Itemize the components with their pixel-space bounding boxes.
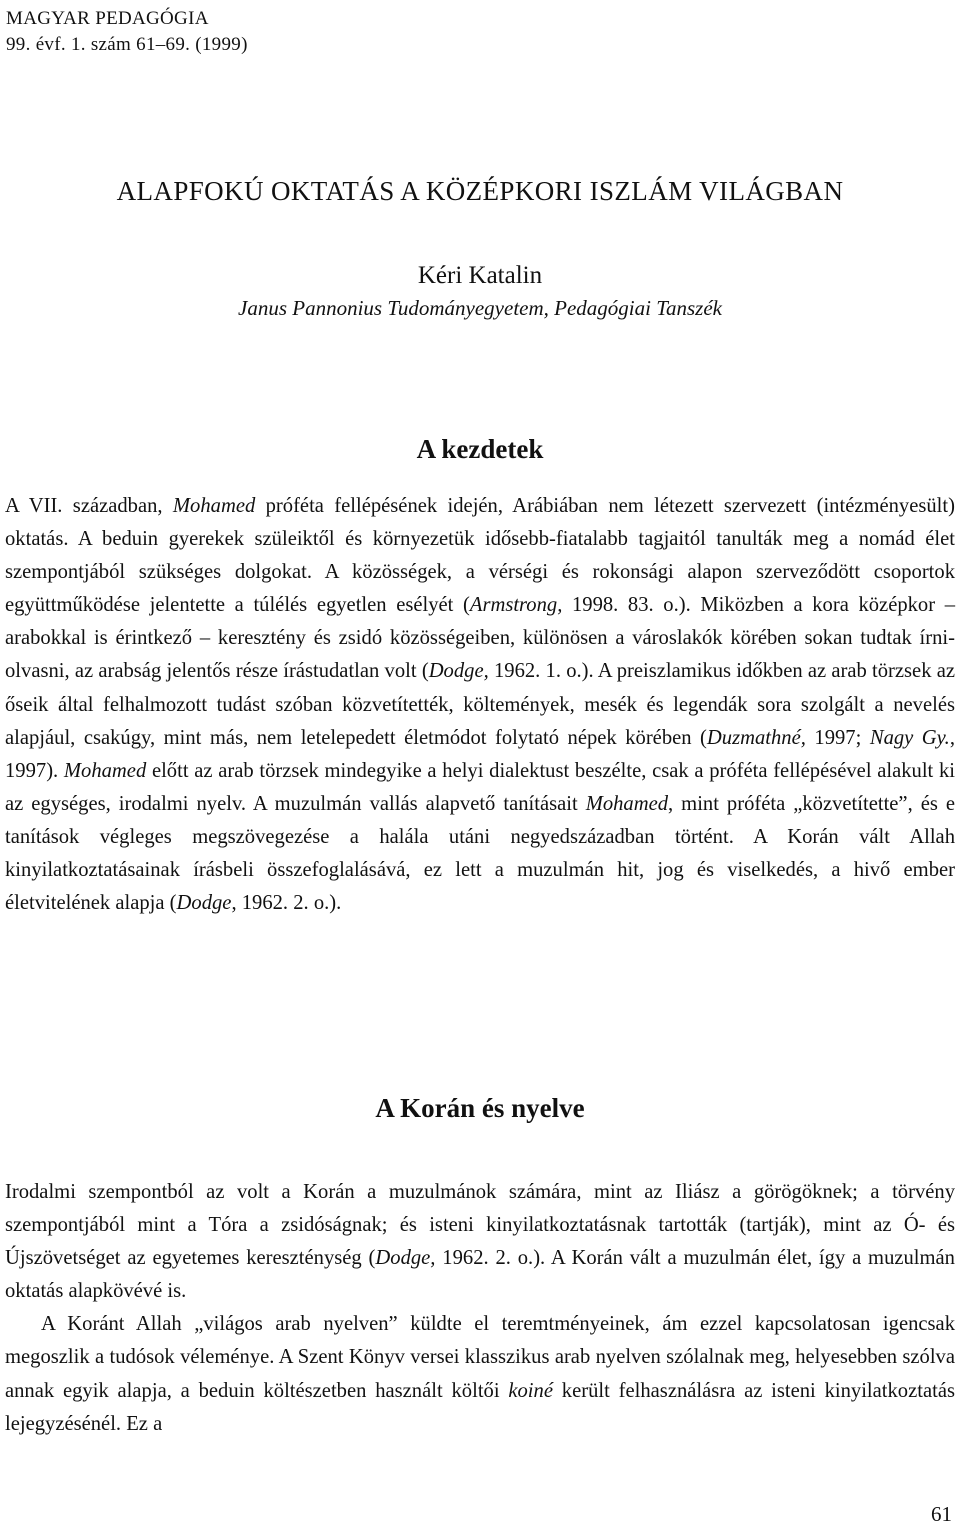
section-heading-koran: A Korán és nyelve [375, 1093, 585, 1123]
text-run: , mint próféta „közvetítette”, és e tanítások végleges megszövegezése a halála utáni negyedszázadban történt. A Korán vált Allah kinyilatkoztatásainak írásbeli összefoglalásává, ez lett a muzulmán hit, jog és viselkedés, a hivő ember életvitelének alapja ( [5, 792, 956, 915]
citation-author: Dodge, [375, 1247, 436, 1270]
text-run: Irodalmi szempontból az volt a Korán a muzulmánok számára, mint az Iliász a görögöknek; a törvény szempontjából mint a Tóra a zsidóságnak; és isteni kinyilatkoztatásnak tartották (tartják), mint az Ó- és Újszövetséget az egyetemes kereszténység ( [5, 1181, 955, 1270]
italic-term: koiné [508, 1379, 553, 1402]
text-run: , 1962. 2. o.). [231, 892, 342, 915]
text-run: került felhasználásra az isteni kinyilatkoztatás lejegyzésénél. Ez a [5, 1379, 955, 1435]
text-run: A Koránt Allah „világos arab nyelven” küldte el teremtményeinek, ám ezzel kapcsolatosan igencsak megoszlik a tudósok véleménye. A Szent Könyv versei klasszikus arab nyelven szólalnak meg, helyesebben szólva annak egyik alapja, a beduin költészetben használt költői [5, 1313, 955, 1402]
text-run: A VII. században, [5, 495, 173, 517]
text-run: 1962. 2. o.). A Korán vált a muzulmán élet, így a muzulmán oktatás alapkövévé is. [5, 1247, 955, 1303]
journal-header [6, 6, 248, 58]
section-kezdetek-body [5, 490, 955, 920]
paragraph [5, 490, 955, 920]
author-name: Kéri Katalin [417, 262, 543, 289]
article-title: ALAPFOKÚ OKTATÁS A KÖZÉPKORI ISZLÁM VILÁGBAN [116, 176, 844, 206]
section-koran-body [5, 1176, 955, 1441]
citation-author: Dodge [176, 892, 232, 915]
section-heading-kezdetek: A kezdetek [416, 434, 544, 464]
journal-issue: 99. évf. 1. szám 61–69. (1999) [6, 34, 248, 55]
journal-name: MAGYAR PEDAGÓGIA [6, 8, 209, 29]
italic-name: Mohamed [585, 792, 669, 815]
paragraph [5, 1308, 955, 1440]
citation-author: Dodge, [428, 660, 489, 683]
italic-name: Mohamed [63, 759, 147, 782]
citation-author: Nagy Gy. [869, 726, 950, 749]
text-run: 1997; [805, 726, 870, 749]
paragraph [5, 1176, 955, 1308]
text-run: 1998. 83. o.). Miközben a kora középkor – arabokkal is érintkező – keresztény és zsidó közösségeiben, különösen a városlakók körében sokan tudtak írni-olvasni, az arabság jelentős része írástudatlan volt ( [5, 594, 955, 683]
italic-name: Mohamed [172, 495, 256, 517]
page-number: 61 [931, 1502, 952, 1526]
text-run: 1962. 1. o.). A preiszlamikus időkben az arab törzsek az őseik által felhalmozott tudást szóban közvetítették, költemények, mesék és legendák sora szolgált a nevelés alapjául, csakúgy, mint más, nem letelepedett életmódot folytató népek körében ( [5, 660, 955, 749]
author-affiliation: Janus Pannonius Tudományegyetem, Pedagógiai Tanszék [238, 296, 722, 320]
citation-author: Duzmathné, [706, 726, 806, 749]
text-run: , 1997). [5, 726, 955, 782]
text-run: próféta fellépésének idején, Arábiában nem létezett szervezett (intézményesült) oktatás. A beduin gyerekek szüleiktől és környezetük idősebb-fiatalabb tagjaitól tanulták meg a nomád élet szempontjából szükséges dolgokat. A közösségek, a vérségi és rokonsági alapon szerveződött csoportok együttműködése jelentette a túlélés egyetlen esélyét ( [5, 495, 955, 617]
text-run: előtt az arab törzsek mindegyike a helyi dialektust beszélte, csak a próféta fellépésével alakult ki az egységes, irodalmi nyelv. A muzulmán vallás alapvető tanításait [5, 759, 955, 815]
citation-author: Armstrong, [469, 594, 563, 617]
